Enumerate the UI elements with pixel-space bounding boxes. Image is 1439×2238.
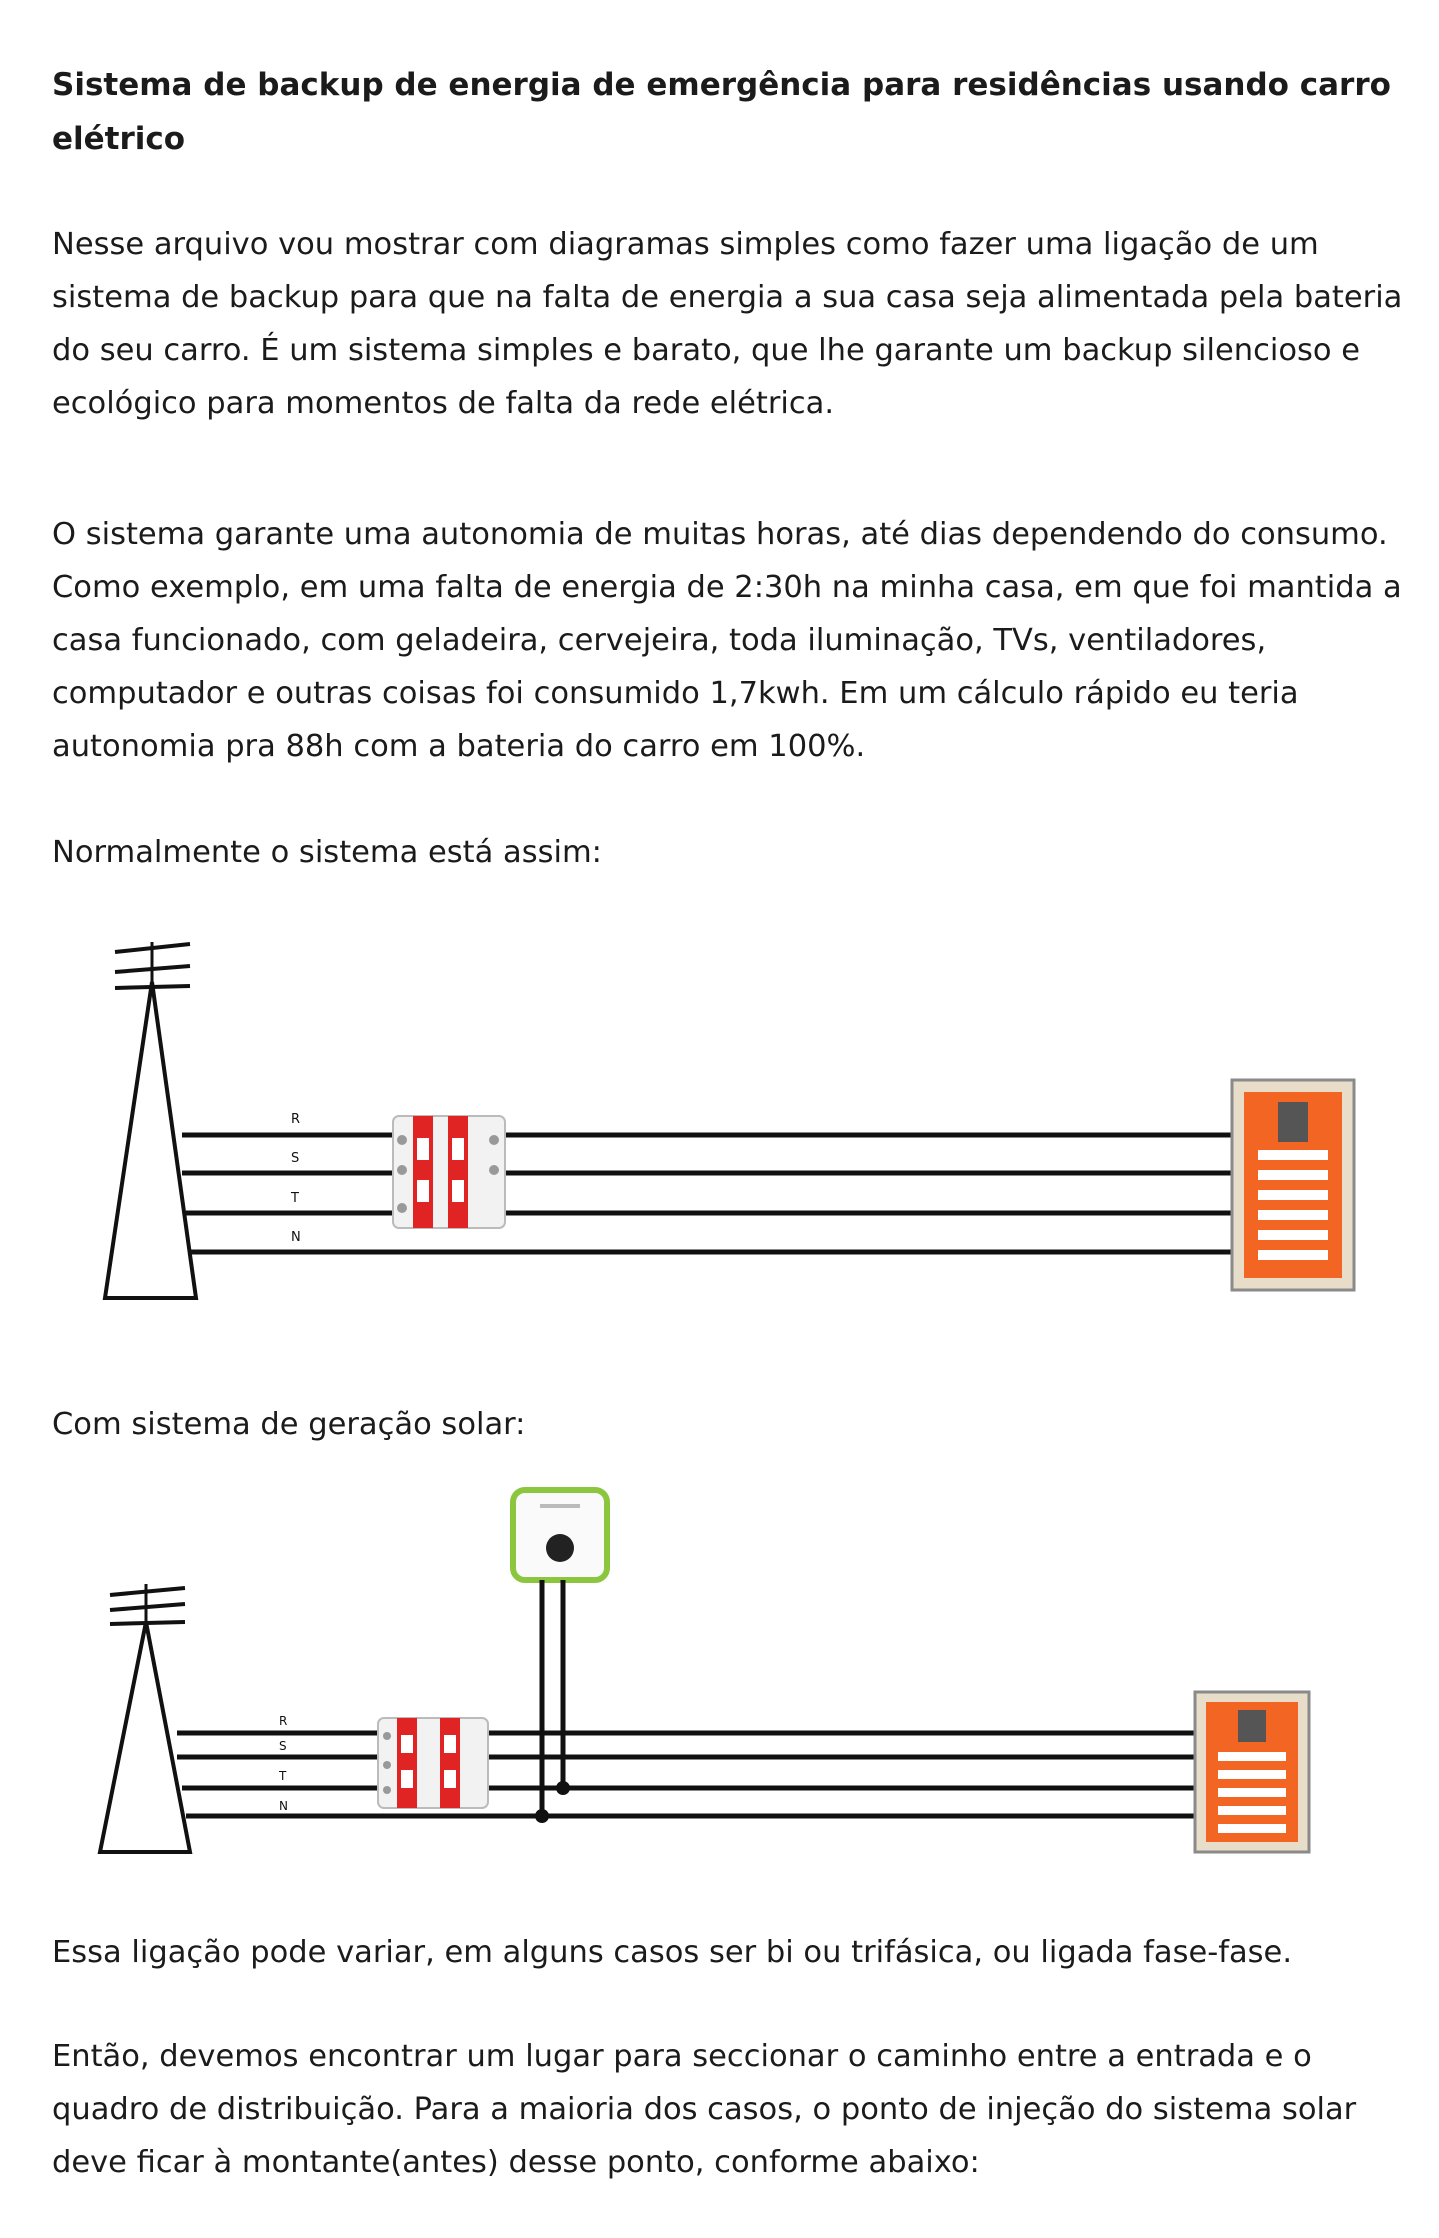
phase-label-n: N <box>291 1230 301 1245</box>
phase-wires <box>182 1135 1235 1252</box>
phase-label-s: S <box>279 1739 287 1753</box>
circuit-breaker-icon <box>393 1116 505 1228</box>
phase-label-t: T <box>279 1769 287 1783</box>
phase-label-t: T <box>291 1191 299 1206</box>
paragraph-normal-system: Normalmente o sistema está assim: <box>52 835 602 870</box>
diagram-solar-system <box>0 1480 1439 1860</box>
utility-pole-icon <box>100 1584 190 1852</box>
diagram-normal-system <box>0 930 1439 1310</box>
solar-inverter-icon <box>513 1490 607 1580</box>
phase-label-s: S <box>291 1151 300 1166</box>
distribution-panel-icon <box>1195 1692 1309 1852</box>
paragraph-section-point: Então, devemos encontrar um lugar para seccionar o caminho entre a entrada e o quadro de distribuição. Para a maioria dos casos, o ponto de injeção do sistema solar deve ficar à montante(antes) desse ponto, conforme abaixo: <box>52 2039 1357 2180</box>
distribution-panel-icon <box>1232 1080 1354 1290</box>
paragraph-autonomy: O sistema garante uma autonomia de muitas horas, até dias dependendo do consumo. Como exemplo, em uma falta de energia de 2:30h na minha casa, em que foi mantida a casa funcionado, com geladeira, cervejeira, toda iluminação, TVs, ventiladores, computador e outras coisas foi consumido 1,7kwh. Em um cálculo rápido eu teria autonomia pra 88h com a bateria do carro em 100%. <box>52 517 1402 764</box>
paragraph-intro: Nesse arquivo vou mostrar com diagramas simples como fazer uma ligação de um sistema de backup para que na falta de energia a sua casa seja alimentada pela bateria do seu carro. É um sistema simples e barato, que lhe garante um backup silencioso e ecológico para momentos de falta da rede elétrica. <box>52 227 1403 421</box>
phase-wires <box>177 1733 1198 1816</box>
page-title: Sistema de backup de energia de emergência para residências usando carro elétrico <box>52 67 1391 157</box>
paragraph-solar: Com sistema de geração solar: <box>52 1407 526 1442</box>
utility-pole-icon <box>105 942 196 1298</box>
circuit-breaker-icon <box>378 1718 488 1808</box>
phase-label-n: N <box>279 1799 288 1813</box>
paragraph-variation: Essa ligação pode variar, em alguns casos ser bi ou trifásica, ou ligada fase-fase. <box>52 1935 1293 1970</box>
phase-label-r: R <box>279 1714 288 1728</box>
phase-label-r: R <box>291 1112 301 1127</box>
